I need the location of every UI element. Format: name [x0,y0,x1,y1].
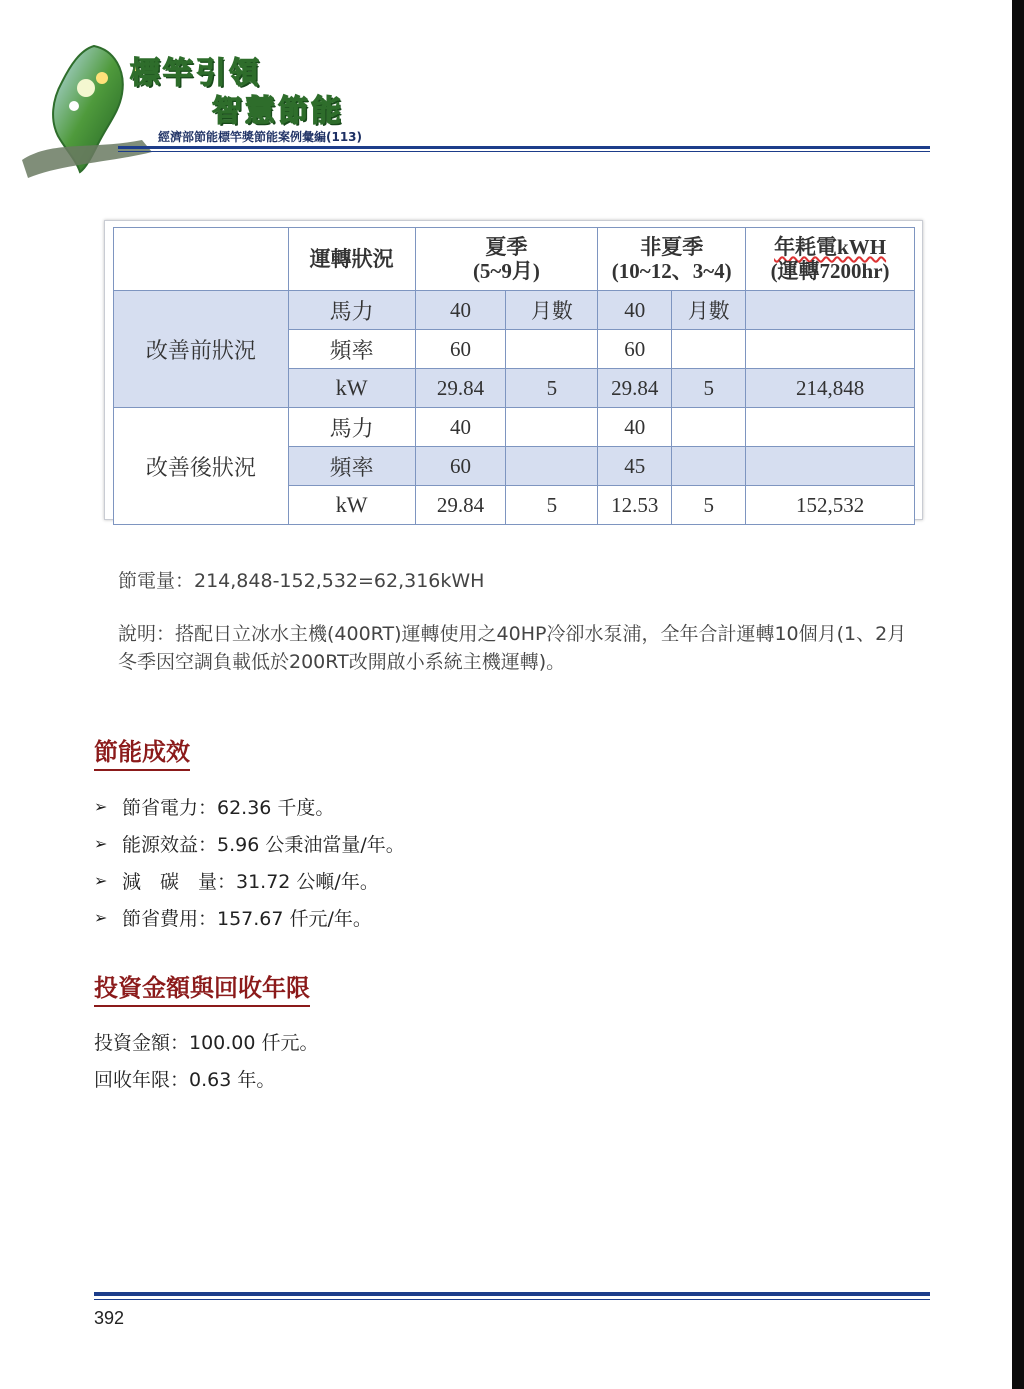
footer-rule [94,1292,930,1296]
cell [506,408,598,447]
cell [746,291,915,330]
cell: 45 [598,447,672,486]
brand-line1: 標竿引領 [130,56,262,91]
header-rule-thin [118,151,930,152]
header-nonsummer: 非夏季 (10~12、3~4) [598,228,746,291]
cell [746,447,915,486]
header-annual: 年耗電kWH (運轉7200hr) [746,228,915,291]
cell: 29.84 [598,369,672,408]
row-label-hp: 馬力 [288,408,415,447]
cell: 40 [598,291,672,330]
header-status: 運轉狀況 [288,228,415,291]
cell: 40 [598,408,672,447]
row-label-freq: 頻率 [288,447,415,486]
cell: 60 [415,330,506,369]
page-number: 392 [94,1308,125,1328]
group-before: 改善前狀況 [114,291,289,408]
row-label-kw: kW [288,486,415,525]
cell [672,330,746,369]
cell: 60 [415,447,506,486]
header-empty [114,228,289,291]
investment-heading: 投資金額與回收年限 [94,968,310,1007]
cell: 12.53 [598,486,672,525]
arrow-bullet-icon: ➢ [94,797,108,816]
cell [506,330,598,369]
page-edge [1012,0,1024,1389]
cell: 60 [598,330,672,369]
header-summer: 夏季 (5~9月) [415,228,598,291]
cell [746,330,915,369]
arrow-bullet-icon: ➢ [94,834,108,853]
cell [672,447,746,486]
comparison-table [113,227,915,525]
list-item: ➢ 能源效益：5.96 公秉油當量/年。 [94,834,405,856]
results-list [94,788,405,936]
cell: 40 [415,408,506,447]
saving-formula: 節電量：214,848-152,532=62,316kWH [118,570,485,592]
cell: 5 [506,369,598,408]
row-label-kw: kW [288,369,415,408]
cell: 5 [506,486,598,525]
cell: 月數 [672,291,746,330]
publication-subtitle: 經濟部節能標竿獎節能案例彙編(113) [158,130,363,144]
cell: 5 [672,486,746,525]
list-item: ➢ 節省費用：157.67 仟元/年。 [94,908,372,930]
comparison-table-frame [104,220,923,520]
brand-line2: 智慧節能 [212,94,344,129]
footer-rule-thin [94,1299,930,1300]
cell-annual-after: 152,532 [746,486,915,525]
row-label-freq: 頻率 [288,330,415,369]
cell: 40 [415,291,506,330]
cell [746,408,915,447]
arrow-bullet-icon: ➢ [94,871,108,890]
cell: 5 [672,369,746,408]
group-after: 改善後狀況 [114,408,289,525]
cell [672,408,746,447]
list-item: ➢ 節省電力：62.36 千度。 [94,797,335,819]
cell: 29.84 [415,369,506,408]
investment-amount: 投資金額：100.00 仟元。 [94,1032,319,1054]
cell-annual-before: 214,848 [746,369,915,408]
row-label-hp: 馬力 [288,291,415,330]
arrow-bullet-icon: ➢ [94,908,108,927]
results-heading: 節能成效 [94,732,190,771]
cell: 月數 [506,291,598,330]
payback-period: 回收年限：0.63 年。 [94,1069,276,1091]
header-rule [118,146,930,149]
description-paragraph: 說明：搭配日立冰水主機(400RT)運轉使用之40HP冷卻水泵浦，全年合計運轉10個月(1、2月冬季因空調負載低於200RT改開啟小系統主機運轉)。 [118,623,907,673]
list-item: ➢ 減 碳 量：31.72 公噸/年。 [94,871,379,893]
cell [506,447,598,486]
cell: 29.84 [415,486,506,525]
